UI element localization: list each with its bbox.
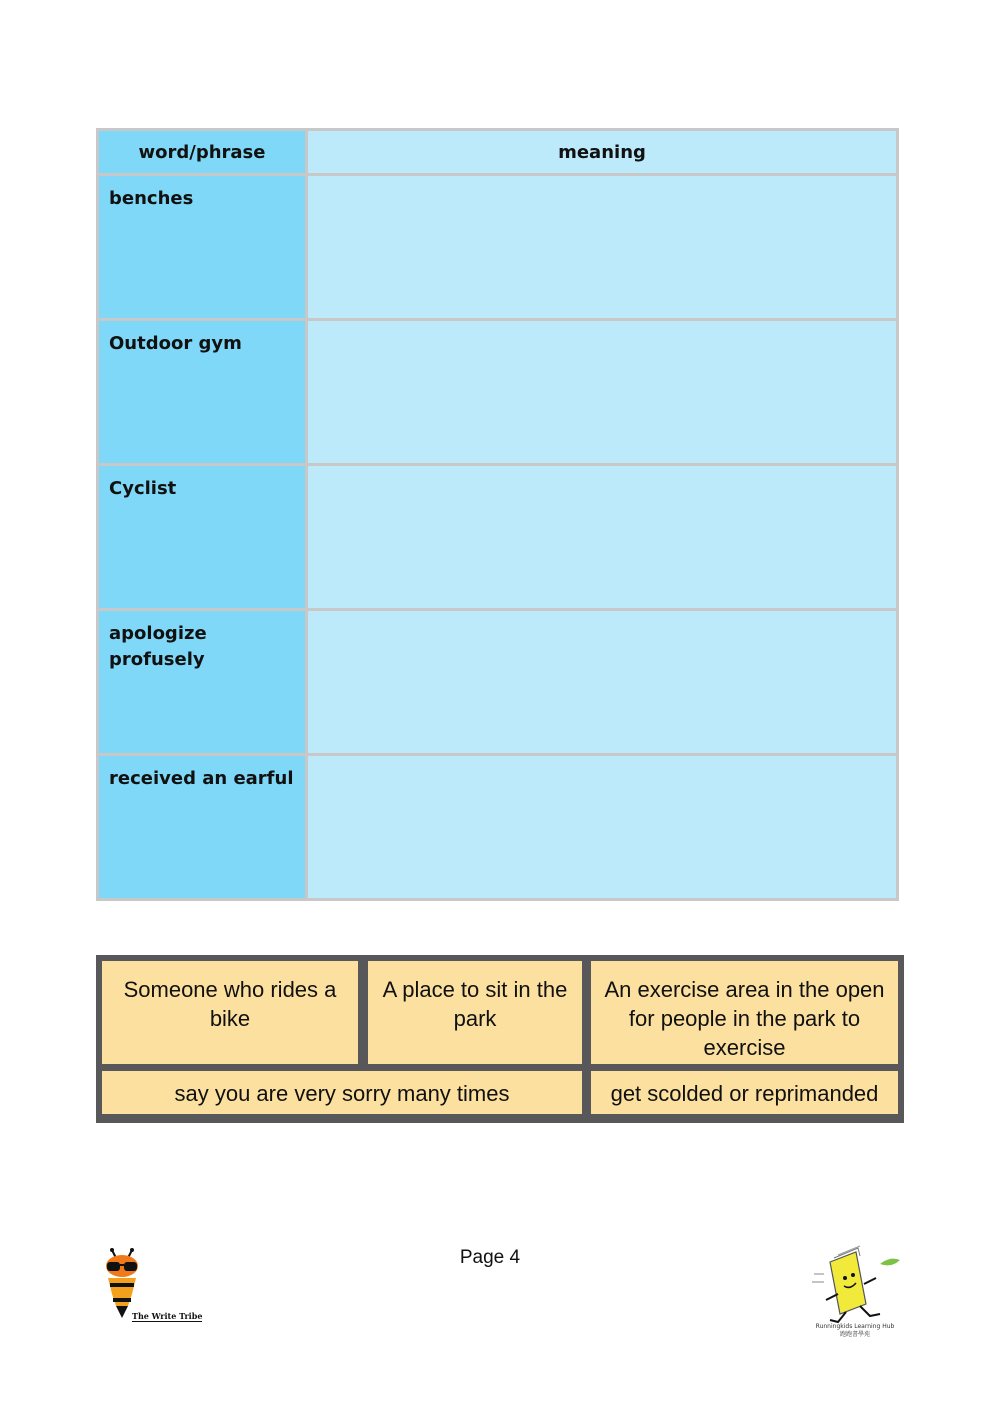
word-cell-benches: benches <box>98 175 307 320</box>
table-row <box>98 465 898 610</box>
answer-option-text: Someone who rides a bike <box>123 977 337 1031</box>
table-row <box>98 755 898 900</box>
answer-option-text: get scolded or reprimanded <box>610 1081 879 1106</box>
table-header-row <box>98 130 898 175</box>
meaning-drop-zone-cyclist[interactable] <box>307 465 898 610</box>
meaning-drop-zone-outdoor-gym[interactable] <box>307 320 898 465</box>
meaning-drop-zone-benches[interactable] <box>307 175 898 320</box>
answer-option-apologize-meaning[interactable] <box>102 1071 582 1114</box>
answer-option-text: say you are very sorry many times <box>174 1081 510 1106</box>
header-meaning: meaning <box>307 130 898 175</box>
table-row <box>98 610 898 755</box>
word-cell-apologize-profusely <box>98 610 307 755</box>
answer-option-text: A place to sit in the park <box>382 977 568 1031</box>
header-word-phrase: word/phrase <box>98 130 307 175</box>
answer-option-cyclist-meaning[interactable] <box>102 961 358 1064</box>
answer-bank <box>96 955 904 1123</box>
write-tribe-logo-text: The Write Tribe <box>132 1311 203 1321</box>
table-row <box>98 320 898 465</box>
answer-option-text: An exercise area in the open for people in the park to exercise <box>604 977 885 1060</box>
word-cell-cyclist: Cyclist <box>98 465 307 610</box>
running-book-logo-text-zh: 跑跑書學苑 <box>839 1331 870 1338</box>
meaning-drop-zone-apologize-profusely[interactable] <box>307 610 898 755</box>
table-row <box>98 175 898 320</box>
vocabulary-table <box>96 128 899 901</box>
page-number: Page 4 <box>459 1247 521 1268</box>
running-book-logo-text-en: Runningkids Learning Hub <box>815 1323 895 1330</box>
word-cell-received-an-earful: received an earful <box>98 755 307 900</box>
answer-option-earful-meaning[interactable] <box>591 1071 898 1114</box>
answer-option-outdoor-gym-meaning[interactable] <box>591 961 898 1064</box>
meaning-drop-zone-received-an-earful[interactable] <box>307 755 898 900</box>
answer-option-benches-meaning[interactable] <box>368 961 582 1064</box>
word-cell-outdoor-gym: Outdoor gym <box>98 320 307 465</box>
running-book-logo-text <box>800 1323 910 1339</box>
word-label-apologize-profusely: apologize profusely <box>109 623 207 670</box>
running-book-logo-icon <box>808 1244 908 1324</box>
